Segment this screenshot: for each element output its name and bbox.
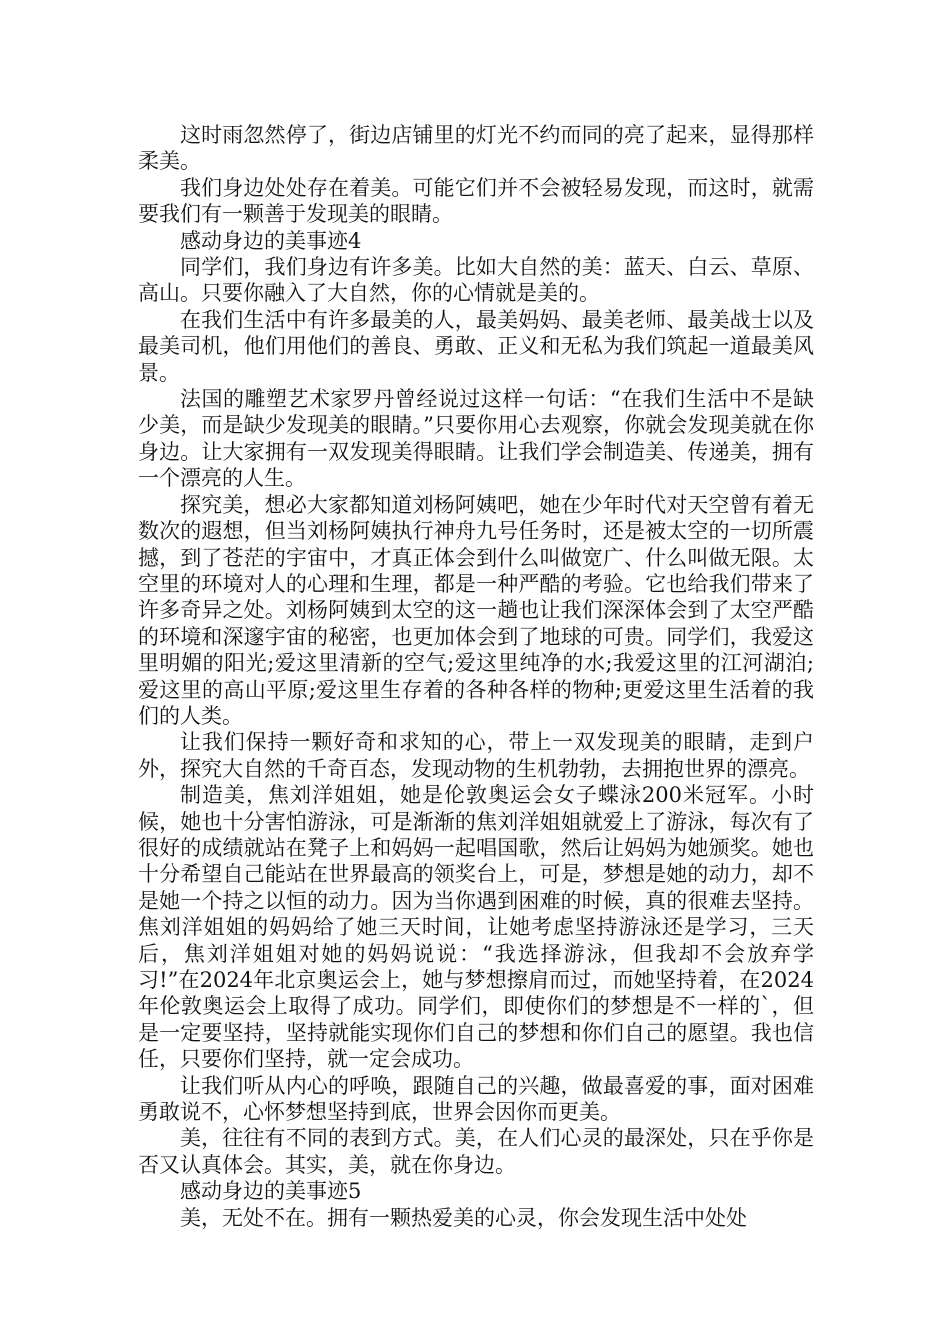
- document-page: [138, 122, 814, 1231]
- paragraph: 探究美，想必大家都知道刘杨阿姨吧，她在少年时代对天空曾有着无数次的遐想，但当刘杨阿姨执行神舟九号任务时，还是被太空的一切所震撼，到了苍茫的宇宙中，才真正体会到什么叫做宽广、什么叫做无限。太空里的环境对人的心理和生理，都是一种严酷的考验。它也给我们带来了许多奇异之处。刘杨阿姨到太空的这一趟也让我们深深体会到了太空严酷的环境和深邃宇宙的秘密，也更加体会到了地球的可贵。同学们，我爱这里明媚的阳光;爱这里清新的空气;爱这里纯净的水;我爱这里的江河湖泊;爱这里的高山平原;爱这里生存着的各种各样的物种;更爱这里生活着的我们的人类。: [138, 492, 814, 728]
- paragraph: 同学们，我们身边有许多美。比如大自然的美：蓝天、白云、草原、高山。只要你融入了大自然，你的心情就是美的。: [138, 255, 814, 306]
- section-heading: 感动身边的美事迹4: [180, 228, 362, 253]
- paragraph: 美，无处不在。拥有一颗热爱美的心灵，你会发现生活中处处: [180, 1205, 747, 1230]
- paragraph: 让我们听从内心的呼唤，跟随自己的兴趣，做最喜爱的事，面对困难勇敢说不，心怀梦想坚持到底，世界会因你而更美。: [138, 1073, 814, 1125]
- paragraph: 法国的雕塑艺术家罗丹曾经说过这样一句话：“在我们生活中不是缺少美，而是缺少发现美的眼睛。”只要你用心去观察，你就会发现美就在你身边。让大家拥有一双发现美得眼睛。让我们学会制造美、传递美，拥有一个漂亮的人生。: [138, 387, 814, 491]
- paragraph: 制造美，焦刘洋姐姐，她是伦敦奥运会女子蝶泳200米冠军。小时候，她也十分害怕游泳，可是渐渐的焦刘洋姐姐就爱上了游泳，每次有了很好的成绩就站在凳子上和妈妈一起唱国歌，然后让妈妈为她颁奖。她也十分希望自己能站在世界最高的领奖台上，可是，梦想是她的动力，却不是她一个持之以恒的动力。因为当你遇到困难的时候，真的很难去坚持。焦刘洋姐姐的妈妈给了她三天时间，让她考虑坚持游泳还是学习，三天后，焦刘洋姐姐对她的妈妈说说：“我选择游泳，但我却不会放弃学习!”在2024年北京奥运会上，她与梦想擦肩而过，而她坚持着，在2024年伦敦奥运会上取得了成功。同学们，即使你们的梦想是不一样的`，但是一定要坚持，坚持就能实现你们自己的梦想和你们自己的愿望。我也信任，只要你们坚持，就一定会成功。: [138, 783, 814, 1072]
- paragraph: 美，往往有不同的表到方式。美，在人们心灵的最深处，只在乎你是否又认真体会。其实，美，就在你身边。: [138, 1126, 814, 1177]
- section-heading: 感动身边的美事迹5: [180, 1179, 362, 1204]
- paragraph: 这时雨忽然停了，街边店铺里的灯光不约而同的亮了起来，显得那样柔美。: [138, 123, 814, 174]
- paragraph: 让我们保持一颗好奇和求知的心，带上一双发现美的眼睛，走到户外，探究大自然的千奇百态，发现动物的生机勃勃，去拥抱世界的漂亮。: [138, 730, 814, 781]
- paragraph: 我们身边处处存在着美。可能它们并不会被轻易发现，而这时，就需要我们有一颗善于发现美的眼睛。: [138, 175, 814, 227]
- paragraph: 在我们生活中有许多最美的人，最美妈妈、最美老师、最美战士以及最美司机，他们用他们的善良、勇敢、正义和无私为我们筑起一道最美风景。: [138, 307, 814, 385]
